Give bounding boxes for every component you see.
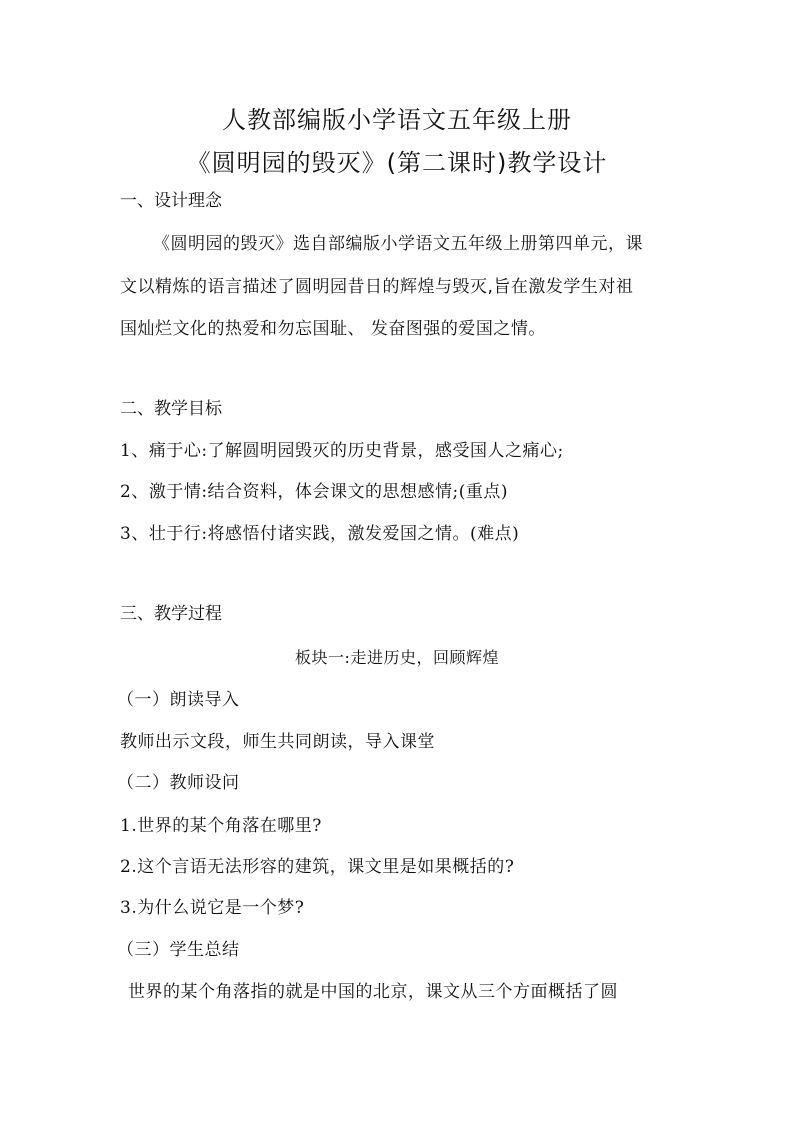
subsection-text: 教师出示文段，师生共同朗读，导入课堂 bbox=[120, 732, 435, 752]
question-item: 2.这个言语无法形容的建筑，课文里是如果概括的? bbox=[120, 857, 515, 877]
subsection-heading: （一）朗读导入 bbox=[117, 690, 240, 710]
paragraph-line: 《圆明园的毁灭》选自部编版小学语文五年级上册第四单元，课 bbox=[153, 234, 643, 254]
goal-item: 2、激于情:结合资料，体会课文的思想感情;(重点) bbox=[120, 482, 509, 502]
document-title-line-1: 人教部编版小学语文五年级上册 bbox=[222, 106, 572, 134]
question-item: 1.世界的某个角落在哪里? bbox=[120, 816, 322, 836]
section-heading-teaching-goals: 二、教学目标 bbox=[120, 399, 222, 419]
goal-item: 1、痛于心:了解圆明园毁灭的历史背景，感受国人之痛心; bbox=[120, 441, 564, 461]
section-heading-teaching-process: 三、教学过程 bbox=[120, 604, 222, 624]
goal-item: 3、壮于行:将感悟付诸实践，激发爱国之情。(难点) bbox=[120, 524, 520, 544]
question-item: 3.为什么说它是一个梦? bbox=[120, 898, 305, 918]
subsection-heading: （三）学生总结 bbox=[117, 940, 240, 960]
block-title: 板块一:走进历史，回顾辉煌 bbox=[295, 648, 499, 667]
summary-text: 世界的某个角落指的就是中国的北京，课文从三个方面概括了圆 bbox=[128, 982, 618, 1002]
document-title-line-2: 《圆明园的毁灭》(第二课时)教学设计 bbox=[186, 149, 608, 177]
subsection-heading: （二）教师设问 bbox=[117, 773, 240, 793]
paragraph-line: 文以精炼的语言描述了圆明园昔日的辉煌与毁灭,旨在激发学生对祖 bbox=[120, 277, 634, 297]
paragraph-line: 国灿烂文化的热爱和勿忘国耻、 发奋图强的爱国之情。 bbox=[120, 319, 546, 339]
section-heading-design-concept: 一、设计理念 bbox=[120, 191, 222, 211]
